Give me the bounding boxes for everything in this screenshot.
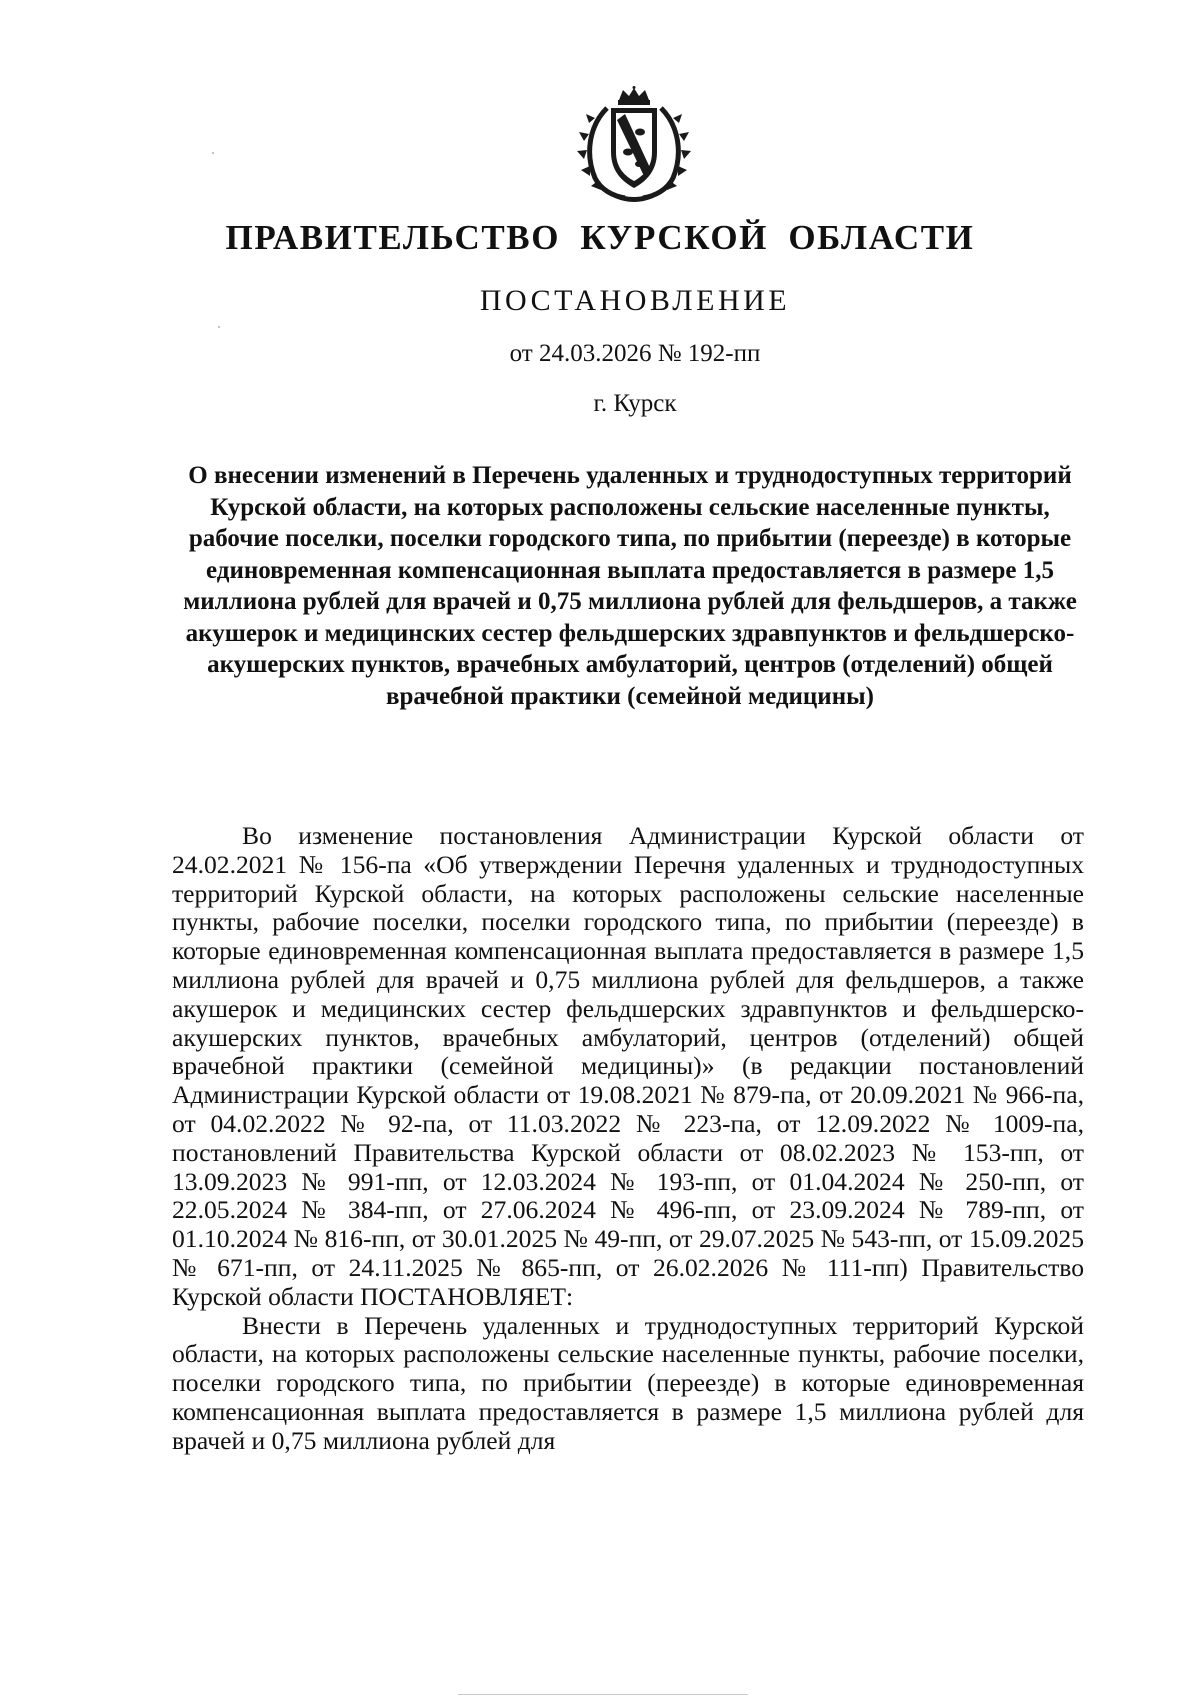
doc-type-title: ПОСТАНОВЛЕНИЕ — [479, 284, 791, 317]
subject-title: О внесении изменений в Перечень удаленных и труднодоступных территорий Курской области, на которых расположены сельские населенные пункты, рабочие поселки, поселки городского типа, по прибытии (переезде) в которые единовременная компенсационная выплата предоставляется в размере 1,5 миллиона рублей для врачей и 0,75 миллиона рублей для фельдшеров, а также акушерок и медицинских сестер фельдшерских здравпунктов и фельдшерско-акушерских пунктов, врачебных амбулаторий, центров (отделений) общей врачебной практики (семейной медицины) — [183, 462, 1077, 710]
scan-speck — [212, 152, 214, 154]
org-title: ПРАВИТЕЛЬСТВО КУРСКОЙ ОБЛАСТИ — [225, 218, 975, 257]
scan-edge-mark — [458, 1694, 748, 1695]
doc-city: г. Курск — [593, 390, 677, 417]
body-paragraph-2: Внести в Перечень удаленных и труднодоступных территорий Курской области, на которых расположены сельские населенные пункты, рабочие поселки, поселки городского типа, по прибытии (переезде) в которые единовременная компенсационная выплата предоставляется в размере 1,5 миллиона рублей для врачей и 0,75 миллиона рублей для — [172, 1310, 1084, 1455]
kursk-coat-of-arms-icon — [569, 86, 699, 204]
body-paragraph-1: Во изменение постановления Администрации Курской области от 24.02.2021 № 156-па «Об утверждении Перечня удаленных и труднодоступных территорий Курской области, на которых расположены сельские населенные пункты, рабочие поселки, поселки городского типа, по прибытии (переезде) в которые единовременная компенсационная выплата предоставляется в размере 1,5 миллиона рублей для врачей и 0,75 миллиона рублей для фельдшеров, а также акушерок и медицинских сестер фельдшерских здравпунктов и фельдшерско-акушерских пунктов, врачебных амбулаторий, центров (отделений) общей врачебной практики (семейной медицины)» (в редакции постановлений Администрации Курской области от 19.08.2021 № 879-па, от 20.09.2021 № 966-па, от 04.02.2022 № 92-па, от 11.03.2022 № 223-па, от 12.09.2022 № 1009-па, постановлений Правительства Курской области от 08.02.2023 № 153-пп, от 13.09.2023 № 991-пп, от 12.03.2024 № 193-пп, от 01.04.2024 № 250-пп, от 22.05.2024 № 384-пп, от 27.06.2024 № 496-пп, от 23.09.2024 № 789-пп, от 01.10.2024 № 816-пп, от 30.01.2025 № 49-пп, от 29.07.2025 № 543-пп, от 15.09.2025 № 671-пп, от 24.11.2025 № 865-пп, от 26.02.2026 № 111-пп) Правительство Курской области ПОСТАНОВЛЯЕТ: — [172, 821, 1084, 1311]
body-text — [172, 822, 1084, 1456]
scan-speck — [218, 326, 220, 328]
doc-number: от 24.03.2026 № 192-пп — [509, 340, 761, 367]
